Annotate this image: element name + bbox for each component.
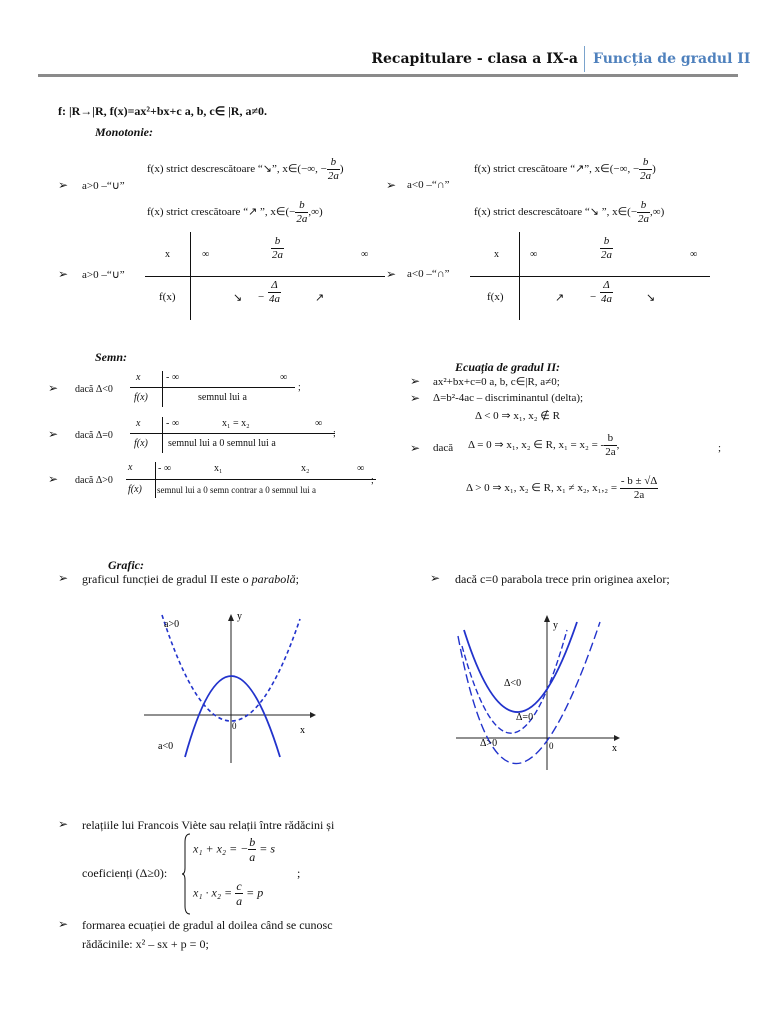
semn-x: x — [136, 372, 141, 383]
semn-row1-condition: dacă Δ<0 — [75, 384, 113, 395]
semn-row3-x1: x₁ — [214, 463, 223, 474]
viete-bullet2-line1: formarea ecuației de gradul al doilea când se cunosc — [82, 918, 333, 932]
viete-product-equation: x₁ · x₂ = $\frac{c}{a}$ = p — [193, 879, 264, 908]
ecuatia-line4-semicolon: ; — [718, 442, 722, 454]
semn-semicolon: ; — [298, 382, 301, 393]
table-min-value: $\frac{\Delta}{4a}$ — [269, 279, 280, 305]
case-a-negative: a<0 –“∩” — [407, 179, 450, 191]
case-a-positive: a>0 –“∪” — [82, 180, 125, 192]
table-x-label: x — [165, 249, 170, 260]
semn-row3-x2: x₂ — [301, 463, 310, 474]
semn-row2-vline — [162, 417, 163, 453]
header-separator — [584, 46, 585, 72]
origin-label: 0 — [549, 741, 554, 751]
monotonie-table-neg-vline — [519, 232, 520, 320]
table-inf-left: ∞ — [202, 249, 210, 260]
monotonie-neg-line2: f(x) strict descrescătoare “↘ ”, x∈(− $\frac{b}{2a}$ ,∞) — [474, 199, 665, 225]
bullet-arrow-icon: ➢ — [48, 381, 59, 395]
parabola-a-negative — [185, 676, 280, 757]
case-a-negative-table: a<0 –“∩” — [407, 268, 450, 280]
ecuatia-line4: Δ = 0 ⇒ x₁, x₂ ∈ R, x₁ = x₂ = - $\frac{b}{2a}$ , — [468, 432, 620, 458]
bullet-arrow-icon: ➢ — [386, 178, 397, 192]
table-x-label: x — [494, 249, 499, 260]
monotonie-neg-line1: f(x) strict crescătoare “↗”, x∈(−∞, − $\frac{b}{2a}$ ) — [474, 156, 656, 182]
bullet-arrow-icon: ➢ — [58, 817, 69, 831]
section-title-ecuatia: Ecuația de gradul II: — [455, 360, 561, 374]
bullet-arrow-icon: ➢ — [48, 472, 59, 486]
semn-fx: f(x) — [128, 484, 142, 495]
arrow-up-icon: ↗ — [315, 292, 325, 304]
table-min-minus: − — [258, 291, 265, 303]
bullet-arrow-icon: ➢ — [410, 391, 421, 405]
label-delta-negative: Δ<0 — [504, 678, 522, 689]
function-definition: f: |R→|R, f(x)=ax²+bx+c a, b, c∈ |R, a≠0. — [58, 104, 268, 118]
semn-row3-sign: semnul lui a 0 semn contrar a 0 semnul lui a — [157, 485, 316, 495]
system-brace — [181, 832, 191, 916]
viete-sum-equation: x₁ + x₂ = − $\frac{b}{a}$ = s — [193, 835, 276, 864]
case-a-positive-table: a>0 –“∪” — [82, 269, 125, 281]
arrow-down-icon: ↘ — [646, 292, 656, 304]
semn-row2-condition: dacă Δ=0 — [75, 430, 113, 441]
bullet-arrow-icon: ➢ — [58, 267, 69, 281]
table-inf-right: ∞ — [361, 249, 369, 260]
semn-x: x — [128, 462, 133, 473]
semn-plus-inf: ∞ — [280, 372, 288, 383]
bullet-arrow-icon: ➢ — [58, 178, 69, 192]
semn-minus-inf: - ∞ — [158, 463, 171, 474]
semn-plus-inf: ∞ — [315, 418, 323, 429]
arrow-down-icon: ↘ — [233, 292, 243, 304]
section-title-grafic: Grafic: — [108, 558, 144, 572]
monotonie-table-neg-hline — [470, 276, 710, 277]
bullet-arrow-icon: ➢ — [410, 441, 421, 455]
y-axis-label: y — [237, 611, 242, 622]
table-vertex: $\frac{b}{2a}$ — [601, 235, 612, 261]
header-topic: Funcția de gradul II — [593, 51, 751, 67]
semn-fx: f(x) — [134, 438, 148, 449]
semn-row3-vline — [155, 462, 156, 498]
bullet-arrow-icon: ➢ — [58, 571, 69, 585]
semn-row3-condition: dacă Δ>0 — [75, 475, 113, 486]
semn-row1-hline — [130, 387, 295, 388]
table-vertex: $\frac{b}{2a}$ — [272, 235, 283, 261]
section-title-monotonie: Monotonie: — [95, 125, 154, 139]
semn-row2-hline — [130, 433, 335, 434]
x-axis-arrow — [310, 712, 316, 718]
viete-bullet2-line2: rădăcinile: x² – sx + p = 0; — [82, 937, 209, 951]
label-delta-positive: Δ>0 — [480, 738, 498, 749]
x-axis-label: x — [300, 725, 305, 736]
table-inf-left: ∞ — [530, 249, 538, 260]
semn-row1-vline — [162, 371, 163, 407]
ecuatia-line5: Δ > 0 ⇒ x₁, x₂ ∈ R, x₁ ≠ x₂, x₁,₂ = $\frac{- b \pm √\Delta}{2a}$ — [466, 475, 658, 501]
origin-label: 0 — [232, 721, 237, 731]
y-axis-arrow — [228, 614, 234, 621]
monotonie-pos-line1: f(x) strict descrescătoare “↘”, x∈(−∞, − $\frac{b}{2a}$ ) — [147, 156, 344, 182]
section-title-semn: Semn: — [95, 350, 128, 364]
parabola-graph-discriminant — [452, 608, 627, 773]
viete-bullet1-line2: coeficienți (Δ≥0): — [82, 866, 168, 880]
grafic-bullet1: graficul funcției de gradul II este o parabolă; — [82, 572, 299, 586]
monotonie-table-pos-vline — [190, 232, 191, 320]
grafic-bullet2: dacă c=0 parabola trece prin originea axelor; — [455, 572, 670, 586]
semn-plus-inf: ∞ — [357, 463, 365, 474]
arrow-up-icon: ↗ — [555, 292, 565, 304]
bullet-arrow-icon: ➢ — [410, 374, 421, 388]
label-a-negative: a<0 — [158, 741, 174, 752]
parabola-graph-sign — [140, 605, 320, 765]
monotonie-pos-line2: f(x) strict crescătoare “↗ ”, x∈(− $\frac{b}{2a}$ ,∞) — [147, 199, 323, 225]
table-fx-label: f(x) — [159, 291, 176, 303]
y-axis-arrow — [544, 615, 550, 622]
bullet-arrow-icon: ➢ — [430, 571, 441, 585]
bullet-arrow-icon: ➢ — [48, 427, 59, 441]
semn-row2-sign: semnul lui a 0 semnul lui a — [168, 438, 276, 449]
semn-semicolon: ; — [333, 428, 336, 439]
bullet-arrow-icon: ➢ — [58, 917, 69, 931]
table-max-value: $\frac{\Delta}{4a}$ — [601, 279, 612, 305]
semn-row3-hline — [126, 479, 376, 480]
ecuatia-line2: Δ=b²-4ac – discriminantul (delta); — [433, 392, 584, 404]
semn-semicolon: ; — [371, 475, 374, 486]
semn-fx: f(x) — [134, 392, 148, 403]
semn-row1-sign: semnul lui a — [198, 392, 247, 403]
label-delta-zero: Δ=0 — [516, 712, 534, 723]
table-inf-right: ∞ — [690, 249, 698, 260]
semn-minus-inf: - ∞ — [166, 418, 179, 429]
table-max-minus: − — [590, 291, 597, 303]
semn-minus-inf: - ∞ — [166, 372, 179, 383]
ecuatia-line4-prefix: dacă — [433, 442, 454, 454]
semn-row2-roots: x₁ = x₂ — [222, 418, 250, 429]
label-a-positive: a>0 — [164, 619, 180, 630]
semn-x: x — [136, 418, 141, 429]
ecuatia-line3: Δ < 0 ⇒ x₁, x₂ ∉ R — [475, 410, 560, 422]
ecuatia-line1: ax²+bx+c=0 a, b, c∈|R, a≠0; — [433, 376, 560, 388]
bullet-arrow-icon: ➢ — [386, 267, 397, 281]
header-rule — [38, 74, 738, 77]
parabola-delta-negative — [464, 622, 577, 712]
x-axis-label: x — [612, 743, 617, 754]
y-axis-label: y — [553, 620, 558, 631]
monotonie-table-pos-hline — [145, 276, 385, 277]
header-chapter: Recapitulare - clasa a IX-a — [371, 51, 578, 67]
viete-semicolon: ; — [297, 866, 301, 880]
viete-bullet1-line1: relațiile lui Francois Viète sau relații între rădăcini și — [82, 818, 335, 832]
table-fx-label: f(x) — [487, 291, 504, 303]
x-axis-arrow — [614, 735, 620, 741]
